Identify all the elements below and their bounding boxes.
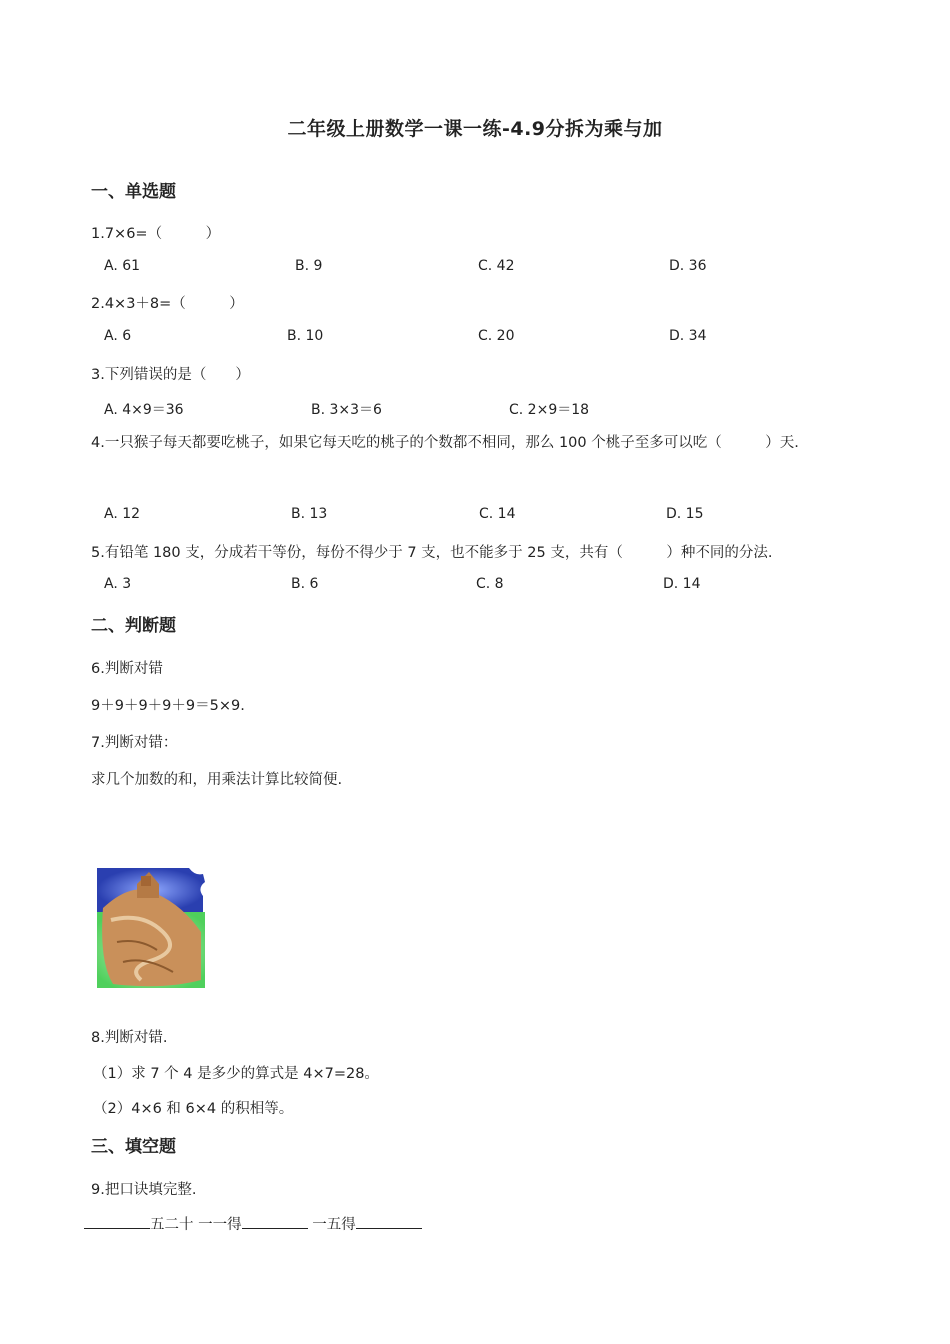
option-c: C. 20 (478, 328, 515, 344)
question-9-blanks (84, 1213, 422, 1234)
question-5: 5.有铅笔 180 支，分成若干等份，每份不得少于 7 支，也不能多于 25 支，共有（ ）种不同的分法. (91, 545, 773, 561)
question-9: 9.把口诀填完整. (91, 1182, 197, 1198)
question-4-options (104, 506, 804, 526)
question-3-options (104, 399, 804, 419)
question-5-options (104, 576, 804, 596)
question-8-item-1: （1）求 7 个 4 是多少的算式是 4×7=28。 (93, 1066, 379, 1082)
option-d: D. 15 (666, 506, 704, 522)
question-2: 2.4×3＋8=（ ） (91, 296, 244, 312)
option-a: A. 4×9＝36 (104, 402, 184, 418)
option-a: A. 3 (104, 576, 132, 592)
question-8-item-2: （2）4×6 和 6×4 的积相等。 (93, 1101, 294, 1117)
option-d: D. 34 (669, 328, 707, 344)
option-c: C. 14 (479, 506, 516, 522)
section-heading-single-choice: 一、单选题 (91, 182, 176, 202)
great-wall-picture (93, 862, 211, 994)
answer-blank[interactable] (84, 1214, 150, 1229)
question-3: 3.下列错误的是（ ） (91, 367, 250, 383)
page-title: 二年级上册数学一课一练-4.9分拆为乘与加 (287, 118, 663, 140)
question-6: 6.判断对错 (91, 661, 163, 677)
option-c: C. 8 (476, 576, 504, 592)
option-d: D. 36 (669, 258, 707, 274)
option-a: A. 12 (104, 506, 141, 522)
question-7: 7.判断对错： (91, 735, 178, 751)
question-8: 8.判断对错. (91, 1030, 168, 1046)
rhyme-part: 五二十 (150, 1217, 194, 1233)
answer-blank[interactable] (356, 1214, 422, 1229)
option-d: D. 14 (663, 576, 701, 592)
option-b: B. 3×3＝6 (311, 402, 382, 418)
question-4: 4.一只猴子每天都要吃桃子，如果它每天吃的桃子的个数都不相同，那么 100 个桃子至多可以吃（ ）天. (91, 435, 799, 451)
question-6-statement: 9＋9＋9＋9＋9＝5×9. (91, 698, 245, 714)
option-c: C. 42 (478, 258, 515, 274)
rhyme-part: 一一得 (198, 1217, 242, 1233)
option-c: C. 2×9＝18 (509, 402, 590, 418)
question-7-statement: 求几个加数的和，用乘法计算比较简便. (91, 772, 343, 788)
option-b: B. 13 (291, 506, 328, 522)
great-wall-image (93, 862, 211, 994)
question-1-options (104, 258, 804, 278)
option-a: A. 61 (104, 258, 141, 274)
question-2-options (104, 328, 804, 348)
option-b: B. 10 (287, 328, 324, 344)
option-b: B. 9 (295, 258, 323, 274)
section-heading-fill-blank: 三、填空题 (91, 1137, 176, 1157)
question-1: 1.7×6=（ ） (91, 226, 221, 242)
answer-blank[interactable] (242, 1214, 308, 1229)
option-a: A. 6 (104, 328, 132, 344)
option-b: B. 6 (291, 576, 319, 592)
rhyme-part: 一五得 (312, 1217, 356, 1233)
section-heading-true-false: 二、判断题 (91, 616, 176, 636)
